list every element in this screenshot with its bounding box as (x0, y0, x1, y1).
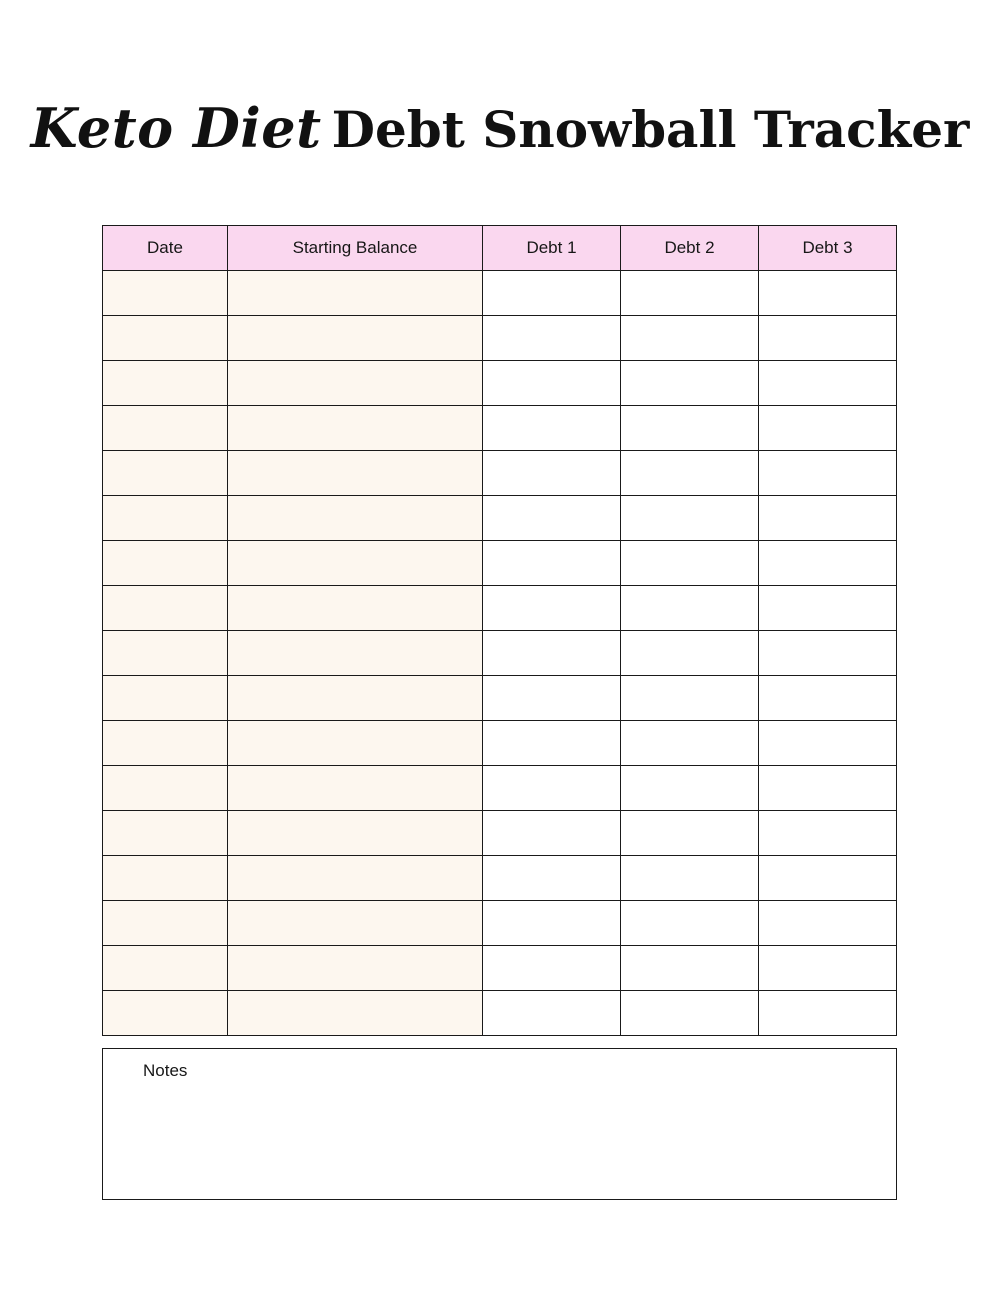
cell-starting_balance[interactable] (228, 451, 483, 496)
cell-debt_3[interactable] (759, 811, 897, 856)
cell-debt_2[interactable] (621, 451, 759, 496)
cell-debt_1[interactable] (483, 316, 621, 361)
cell-starting_balance[interactable] (228, 496, 483, 541)
cell-date[interactable] (103, 271, 228, 316)
cell-starting_balance[interactable] (228, 316, 483, 361)
cell-debt_1[interactable] (483, 991, 621, 1036)
cell-starting_balance[interactable] (228, 901, 483, 946)
table-row (103, 676, 897, 721)
cell-date[interactable] (103, 496, 228, 541)
table-row (103, 316, 897, 361)
table-header-row (103, 226, 897, 271)
cell-debt_3[interactable] (759, 361, 897, 406)
cell-debt_3[interactable] (759, 316, 897, 361)
cell-starting_balance[interactable] (228, 766, 483, 811)
column-header-debt-2: Debt 2 (621, 226, 759, 271)
cell-starting_balance[interactable] (228, 631, 483, 676)
notes-label: Notes (143, 1061, 188, 1080)
cell-date[interactable] (103, 316, 228, 361)
cell-date[interactable] (103, 541, 228, 586)
debt-snowball-table (102, 225, 897, 1036)
cell-starting_balance[interactable] (228, 721, 483, 766)
column-header-starting-balance: Starting Balance (228, 226, 483, 271)
cell-debt_1[interactable] (483, 676, 621, 721)
cell-debt_1[interactable] (483, 451, 621, 496)
cell-starting_balance[interactable] (228, 856, 483, 901)
cell-debt_3[interactable] (759, 946, 897, 991)
cell-date[interactable] (103, 451, 228, 496)
cell-debt_3[interactable] (759, 406, 897, 451)
cell-starting_balance[interactable] (228, 271, 483, 316)
table-row (103, 271, 897, 316)
cell-debt_2[interactable] (621, 991, 759, 1036)
cell-debt_3[interactable] (759, 631, 897, 676)
cell-debt_1[interactable] (483, 721, 621, 766)
cell-debt_2[interactable] (621, 316, 759, 361)
cell-debt_3[interactable] (759, 271, 897, 316)
cell-starting_balance[interactable] (228, 676, 483, 721)
cell-date[interactable] (103, 766, 228, 811)
table-row (103, 991, 897, 1036)
cell-starting_balance[interactable] (228, 946, 483, 991)
cell-debt_2[interactable] (621, 901, 759, 946)
cell-debt_2[interactable] (621, 496, 759, 541)
cell-starting_balance[interactable] (228, 541, 483, 586)
cell-date[interactable] (103, 721, 228, 766)
column-header-date: Date (103, 226, 228, 271)
cell-debt_2[interactable] (621, 631, 759, 676)
table-row (103, 901, 897, 946)
cell-debt_3[interactable] (759, 586, 897, 631)
cell-debt_2[interactable] (621, 676, 759, 721)
cell-debt_2[interactable] (621, 361, 759, 406)
table-row (103, 451, 897, 496)
table-row (103, 811, 897, 856)
cell-debt_3[interactable] (759, 991, 897, 1036)
table-row (103, 541, 897, 586)
cell-starting_balance[interactable] (228, 586, 483, 631)
cell-debt_1[interactable] (483, 496, 621, 541)
cell-date[interactable] (103, 676, 228, 721)
cell-date[interactable] (103, 586, 228, 631)
table-row (103, 631, 897, 676)
cell-debt_1[interactable] (483, 586, 621, 631)
cell-starting_balance[interactable] (228, 811, 483, 856)
cell-date[interactable] (103, 856, 228, 901)
cell-debt_3[interactable] (759, 721, 897, 766)
cell-debt_3[interactable] (759, 676, 897, 721)
cell-starting_balance[interactable] (228, 406, 483, 451)
table-row (103, 766, 897, 811)
cell-starting_balance[interactable] (228, 991, 483, 1036)
cell-date[interactable] (103, 991, 228, 1036)
table-row (103, 406, 897, 451)
table-row (103, 946, 897, 991)
cell-date[interactable] (103, 901, 228, 946)
cell-debt_1[interactable] (483, 271, 621, 316)
cell-debt_1[interactable] (483, 811, 621, 856)
table-row (103, 721, 897, 766)
cell-date[interactable] (103, 631, 228, 676)
cell-debt_2[interactable] (621, 586, 759, 631)
cell-date[interactable] (103, 811, 228, 856)
cell-debt_2[interactable] (621, 811, 759, 856)
notes-box[interactable] (102, 1048, 897, 1200)
cell-debt_3[interactable] (759, 451, 897, 496)
cell-debt_2[interactable] (621, 856, 759, 901)
table-body (103, 271, 897, 1036)
cell-debt_1[interactable] (483, 541, 621, 586)
table-row (103, 586, 897, 631)
page-title-bold: Debt Snowball Tracker (331, 100, 970, 159)
cell-debt_2[interactable] (621, 406, 759, 451)
cell-debt_1[interactable] (483, 856, 621, 901)
cell-starting_balance[interactable] (228, 361, 483, 406)
cell-debt_3[interactable] (759, 766, 897, 811)
cell-debt_1[interactable] (483, 361, 621, 406)
cell-debt_1[interactable] (483, 901, 621, 946)
cell-date[interactable] (103, 946, 228, 991)
cell-debt_3[interactable] (759, 856, 897, 901)
table-row (103, 361, 897, 406)
page-title-italic: Keto Diet (30, 96, 322, 160)
cell-debt_1[interactable] (483, 766, 621, 811)
cell-debt_2[interactable] (621, 721, 759, 766)
cell-debt_2[interactable] (621, 946, 759, 991)
cell-date[interactable] (103, 361, 228, 406)
cell-debt_1[interactable] (483, 946, 621, 991)
page-title (0, 96, 1000, 160)
column-header-debt-1: Debt 1 (483, 226, 621, 271)
table-header (103, 226, 897, 271)
cell-debt_3[interactable] (759, 541, 897, 586)
cell-debt_1[interactable] (483, 631, 621, 676)
cell-debt_2[interactable] (621, 766, 759, 811)
cell-date[interactable] (103, 406, 228, 451)
cell-debt_1[interactable] (483, 406, 621, 451)
cell-debt_3[interactable] (759, 496, 897, 541)
table-row (103, 856, 897, 901)
table-row (103, 496, 897, 541)
cell-debt_2[interactable] (621, 271, 759, 316)
column-header-debt-3: Debt 3 (759, 226, 897, 271)
cell-debt_2[interactable] (621, 541, 759, 586)
cell-debt_3[interactable] (759, 901, 897, 946)
